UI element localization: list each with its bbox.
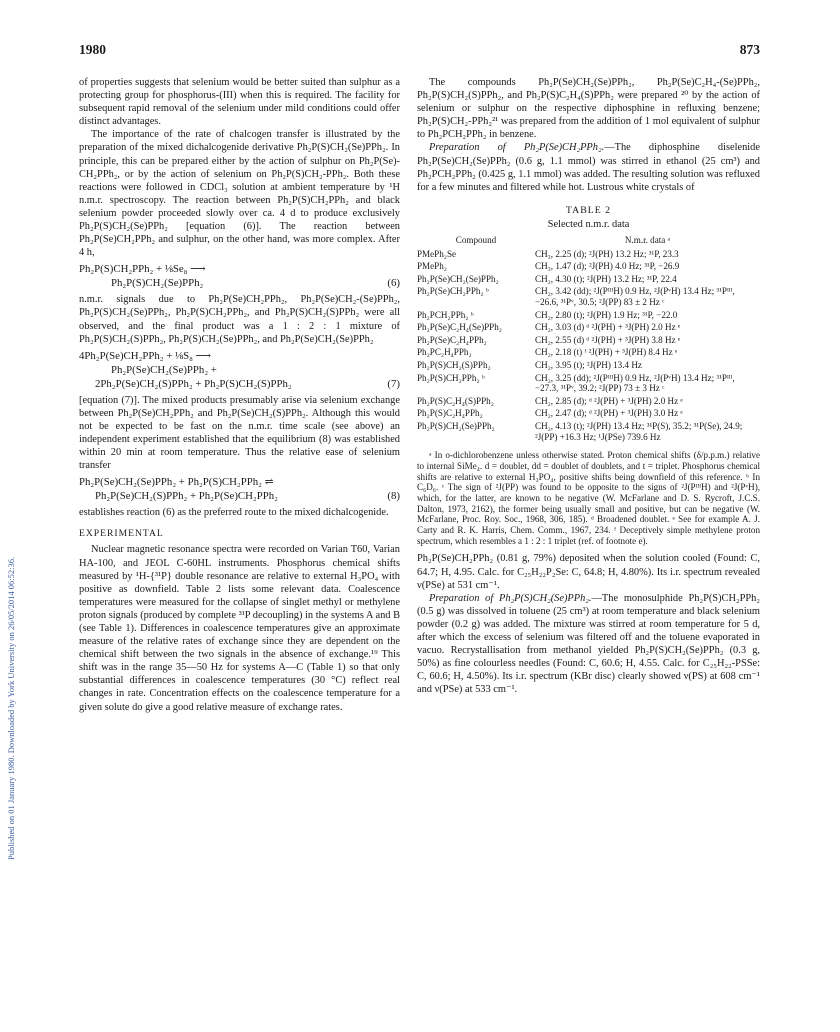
equation-line: Ph₂P(Se)CH₂(S)PPh₂ + Ph₂P(Se)CH₂PPh₂ <box>95 490 278 503</box>
nmr-data-cell: CH₂, 2.80 (t); ²J(PH) 1.9 Hz; ³¹P, −22.0 <box>535 309 678 320</box>
compound-cell: PMePh₂ <box>417 261 447 272</box>
compound-cell: PMePh₂Se <box>417 248 457 259</box>
equation-number: (8) <box>387 490 400 503</box>
compound-cell: Ph₂P(S)C₂H₄PPh₂ <box>417 408 483 419</box>
compound-cell: Ph₂P(Se)CH₂(Se)PPh₂ <box>417 273 499 284</box>
compound-cell: Ph₂P(Se)CH₂PPh₂ ᵇ <box>417 286 489 297</box>
page-number: 873 <box>739 42 760 57</box>
nmr-data-cell: CH₂, 4.30 (t); ²J(PH) 13.2 Hz; ³¹P, 22.4 <box>535 273 677 284</box>
paragraph: n.m.r. signals due to Ph₂P(Se)CH₂PPh₂, Ph₂P(Se)CH₂-(Se)PPh₂, Ph₂P(S)CH₂(Se)PPh₂, Ph₂P(S)CH₂PPh₂, and Ph₂P(S)CH₂(S)PPh₂ were all observed, and the final product was a 1 : 2 : 1 mixture of Ph₂P(S)CH₂(S)PPh₂, Ph₂P(S)CH₂(Se)PPh₂, and Ph₂P(Se)CH₂(Se)PPh₂ <box>79 294 400 345</box>
left-column <box>79 76 400 714</box>
equation-line: Ph₂P(S)CH₂PPh₂ + ⅛Se₈ ⟶ <box>79 263 206 276</box>
paragraph: The compounds Ph₂P(Se)CH₂(Se)PPh₂, Ph₂P(Se)C₂H₄-(Se)PPh₂, Ph₂P(S)CH₂(S)PPh₂, and Ph₂P(S)C₂H₄(S)PPh₂ were prepared ²⁰ by the action of selenium or sulphur on the respective diphosphine in refluxing benzene; Ph₂P(S)CH₂-PPh₂²¹ was prepared from the addition of 1 mol equivalent of sulphur to Ph₂PCH₂PPh₂ in benzene. <box>417 77 760 141</box>
section-heading: EXPERIMENTAL <box>79 528 164 540</box>
run-in-heading: Preparation of Ph₂P(Se)CH₂PPh₂. <box>429 142 605 154</box>
paragraph: establishes reaction (6) as the preferred route to the mixed dichalcogenide. <box>79 507 389 519</box>
footnote: ᵃ In o-dichlorobenzene unless otherwise stated. Proton chemical shifts (δ/p.p.m.) relative to internal SiMe₄. d = doublet, dd = doublet of doublets, and t = triplet. Phosphorus chemical shifts are relative to external H₃PO₄, positive shifts being downfield of this reference. ᵇ In C₆D₆. ᶜ The sign of ²J(PP) was found to be opposite to the signs of ²J(PᴵᴵᴵH) and ²J(PᵛH), which, for the latter, are known to be negative (W. McFarlane and D. S. Rycroft, J.C.S. Dalton, 1973, 2162), the former being usually small and positive, but can be negative (W. McFarlane, Proc. Roy. Soc., 1968, 306, 185). ᵈ Broadened doublet. ᵉ See for example A. J. Carty and R. K. Harris, Chem. Comm., 1967, 234. ᶠ Deceptively simple methylene proton spectrum, which resembles a 1 : 2 : 1 triplet (ref. of footnote e). <box>417 450 760 546</box>
table-row <box>417 310 760 323</box>
table-row <box>417 274 760 287</box>
table-row <box>417 261 760 274</box>
table-row <box>417 249 760 262</box>
table-row <box>417 335 760 348</box>
table-title: TABLE 2 <box>565 204 612 216</box>
compound-cell: Ph₂P(Se)C₂H₄PPh₂ <box>417 334 487 345</box>
paragraph <box>417 141 760 193</box>
table-row <box>417 421 760 444</box>
compound-cell: Ph₂P(S)CH₂(S)PPh₂ <box>417 359 491 370</box>
paragraph: of properties suggests that selenium would be better suited than sulphur as a protecting group for phosphorus-(III) when this is required. The facility for subsequent rapid removal of the selenium under mild conditions could offer distinct advantages. <box>79 77 400 128</box>
nmr-data-cell: CH₂, 3.95 (t); ²J(PH) 13.4 Hz <box>535 359 642 370</box>
table-body <box>417 249 760 445</box>
nmr-data-cell: CH₃, 1.47 (d); ²J(PH) 4.0 Hz; ³¹P, −26.9 <box>535 261 680 272</box>
table-row <box>417 396 760 409</box>
paragraph: The importance of the rate of chalcogen transfer is illustrated by the preparation of the mixed dichalcogenide derivative Ph₂P(S)CH₂(Se)PPh₂. In principle, this can be prepared either by the action of sulphur on Ph₂P(Se)-CH₂PPh₂, or by the action of selenium on Ph₂P(S)CH₂-PPh₂. Both these reactions were followed in CDCl₃ solution at ambient temperature by ¹H n.m.r. spectroscopy. The reaction between Ph₂P(S)CH₂PPh₂ and black selenium powder proceeded slowly over ca. 4 d to produce exclusively Ph₂P(S)CH₂(Se)PPh₂ [equation (6)]. The reaction between Ph₂P(Se)CH₂PPh₂ and sulphur, on the other hand, was more complex. After 4 h, <box>79 129 400 259</box>
equation-number: (6) <box>387 277 400 290</box>
nmr-data-cell: CH₂, 3.03 (d) ᵈ ²J(PH) + ³J(PH) 2.0 Hz ᵉ <box>535 322 681 333</box>
nmr-data-cell: CH₂, 2.47 (d); ᵈ ²J(PH) + ³J(PH) 3.0 Hz ᵉ <box>535 408 683 419</box>
compound-cell: Ph₂P(S)C₂H₄(S)PPh₂ <box>417 395 494 406</box>
paragraph-body: —The monosulphide Ph₂P(S)CH₂PPh₂ (0.5 g) was dissolved in toluene (25 cm³) at room temperature and black selenium powder (0.2 g) was added. The mixture was stirred at room temperature for 5 d, after which the excess of selenium was filtered off and the toluene evaporated in vacuo. Recrystallisation from methanol yielded Ph₂P(S)CH₂(Se)PPh₂ (0.3 g, 50%) as fine colourless needles (Found: C, 60.6; H, 4.55. Calc. for C₂₅H₂₂-PSSe: C, 60.6; H, 4.50%). Its i.r. spectrum (KBr disc) clearly showed ν(PS) at 608 cm⁻¹ and ν(PSe) at 533 cm⁻¹. <box>417 592 760 696</box>
equation-line: 4Ph₂P(Se)CH₂PPh₂ + ⅛S₈ ⟶ <box>79 349 212 362</box>
table-row <box>417 373 760 396</box>
table-caption: Selected n.m.r. data <box>547 218 630 230</box>
run-in-heading: Preparation of Ph₂P(S)CH₂(Se)PPh₂. <box>429 592 592 604</box>
table-row <box>417 286 760 309</box>
paragraph: Ph₂P(Se)CH₂PPh₂ (0.81 g, 79%) deposited when the solution cooled (Found: C, 64.7; H, 4.95. Calc. for C₂₅H₂₂P₂Se: C, 64.8; H, 4.80%). Its i.r. spectrum revealed ν(PSe) at 531 cm⁻¹. <box>417 553 760 591</box>
equation-line: Ph₂P(S)CH₂(Se)PPh₂ <box>111 277 204 290</box>
table-row <box>417 347 760 360</box>
equation-6 <box>79 262 400 290</box>
paragraph <box>417 592 760 697</box>
compound-cell: Ph₂PC₂H₄PPh₂ <box>417 347 472 358</box>
table-row <box>417 360 760 373</box>
column-header-compound: Compound <box>455 235 497 246</box>
equation-8 <box>79 475 400 503</box>
nmr-data-cell: CH₂, 2.18 (t) ᶠ ²J(PH) + ³J(PH) 8.4 Hz ᵉ <box>535 347 678 358</box>
equation-number: (7) <box>387 377 400 390</box>
right-column <box>417 76 760 696</box>
page-year: 1980 <box>79 42 106 57</box>
equation-7 <box>79 349 400 391</box>
compound-cell: Ph₂PCH₂PPh₂ ᵇ <box>417 309 474 320</box>
table-row <box>417 408 760 421</box>
nmr-data-cell: CH₂, 3.25 (dd); ²J(PᴵᴵᴵH) 0.9 Hz, ²J(PᵛH) 13.4 Hz; ³¹Pᴵᴵᴵ, −27.3, ³¹Pᵛ, 39.2; ²J(PP) 73 ± 3 Hz ᶜ <box>535 372 735 394</box>
table-header-row <box>417 233 760 249</box>
nmr-data-cell: CH₂, 2.85 (d); ᵈ ²J(PH) + ³J(PH) 2.0 Hz ᵉ <box>535 395 683 406</box>
equation-line: 2Ph₂P(Se)CH₂(S)PPh₂ + Ph₂P(S)CH₂(S)PPh₂ <box>95 377 292 390</box>
table-row <box>417 322 760 335</box>
paragraph-body: —The diphosphine diselenide Ph₂P(Se)CH₂(Se)PPh₂ (0.6 g, 1.1 mmol) was stirred in ethanol (25 cm³) and Ph₂PCH₂PPh₂ (0.425 g, 1.1 mmol) was added. The resulting solution was refluxed for a few minutes and filtered while hot. Lustrous white crystals of <box>417 142 760 193</box>
nmr-data-cell: CH₂, 2.55 (d) ᵈ ²J(PH) + ³J(PH) 3.8 Hz ᵉ <box>535 334 681 345</box>
equation-line: Ph₂P(Se)CH₂(Se)PPh₂ + <box>111 363 217 376</box>
download-watermark <box>2 160 18 860</box>
paragraph: Nuclear magnetic resonance spectra were recorded on Varian T60, Varian HA-100, and JEOL C-60HL instruments. Phosphorus chemical shifts measured by ¹H-{³¹P} double resonance are relative to external H₃PO₄ with positive as downfield. Table 2 lists some relevant data. Coalescence temperatures were measured for the collapse of singlet methyl or methylene proton signals (produced by complete ³¹P decoupling) in the systems A and B (see Table 1). Differences in coalescence temperatures give an approximate measure of the relative rates of exchange since they are dependent on the chemical shift between the two signals in the absence of exchange.¹⁹ This shift was in the range 35—50 Hz for systems A—C (Table 1) so that only substantial differences in coalescence temperatures (30 °C) reflect real changes in rate. Concentration effects on the coalescence temperature for a given solute do give a good relative measure of exchange rates. <box>79 544 400 713</box>
nmr-data-cell: CH₂, 3.42 (dd); ²J(PᴵᴵᴵH) 0.9 Hz, ²J(PᵛH) 13.4 Hz; ³¹Pᴵᴵᴵ, −26.6, ³¹Pᵛ, 30.5; ²J(PP) 83 ± 2 Hz ᶜ <box>535 286 735 307</box>
nmr-data-table <box>417 233 760 444</box>
nmr-data-cell: CH₃, 2.25 (d); ²J(PH) 13.2 Hz; ³¹P, 23.3 <box>535 248 679 259</box>
compound-cell: Ph₂P(Se)C₂H₄(Se)PPh₂ <box>417 322 502 333</box>
equation-line: Ph₂P(Se)CH₂(Se)PPh₂ + Ph₂P(S)CH₂PPh₂ ⇌ <box>79 476 274 489</box>
compound-cell: Ph₂P(S)CH₂PPh₂ ᵇ <box>417 372 485 383</box>
compound-cell: Ph₂P(S)CH₂(Se)PPh₂ <box>417 420 495 431</box>
table-footnotes <box>417 450 760 546</box>
column-header-nmr-data: N.m.r. data ᵃ <box>624 235 671 246</box>
paragraph: [equation (7)]. The mixed products presumably arise via selenium exchange between Ph₂P(Se)CH₂PPh₂ and Ph₂P(Se)CH₂(S)PPh₂. Although this would not be expected to be fast on the n.m.r. time scale (see above) an independent experiment established that the equilibrium (8) was established within 20 min at room temperature. Thus the relative ease of selenium transfer <box>79 394 400 472</box>
download-watermark-text: Published on 01 January 1980. Downloaded by York University on 26/05/2014 06:52:36. <box>6 556 16 860</box>
nmr-data-cell: CH₂, 4.13 (t); ²J(PH) 13.4 Hz; ³¹P(S), 35.2; ³¹P(Se), 24.9; ²J(PP) +16.3 Hz; ¹J(PSe) 739.6 Hz <box>535 420 743 442</box>
